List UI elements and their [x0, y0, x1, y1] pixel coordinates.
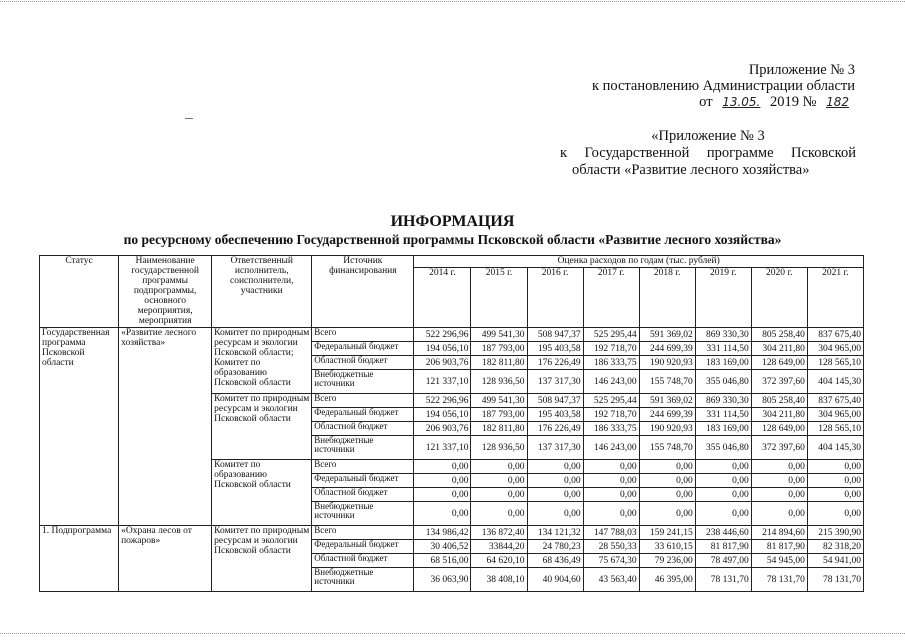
value-cell: 128 936,50: [471, 370, 527, 394]
value-cell: 0,00: [639, 460, 695, 474]
executor-cell: Комитет по природным ресурсам и экологии Псковской области; Комитет по образованию Псковской области: [212, 328, 312, 394]
header-year: 2019 г.: [695, 268, 751, 328]
value-cell: 499 541,30: [471, 328, 527, 342]
value-cell: 805 258,40: [751, 328, 807, 342]
value-cell: 355 046,80: [695, 436, 751, 460]
value-cell: 304 965,00: [807, 408, 863, 422]
value-cell: 136 872,40: [471, 526, 527, 540]
value-cell: 128 649,00: [751, 422, 807, 436]
value-cell: 0,00: [695, 502, 751, 526]
value-cell: 54 941,00: [807, 554, 863, 568]
value-cell: 82 318,20: [807, 540, 863, 554]
value-cell: 176 226,49: [527, 356, 583, 370]
value-cell: 28 550,33: [583, 540, 639, 554]
value-cell: 499 541,30: [471, 394, 527, 408]
header-year: 2018 г.: [639, 268, 695, 328]
value-cell: 78 131,70: [751, 568, 807, 592]
header-year: 2020 г.: [751, 268, 807, 328]
header-executor: Ответственный исполнитель, соисполнители, участники: [212, 256, 312, 328]
value-cell: 0,00: [527, 502, 583, 526]
executor-cell: Комитет по природным ресурсам и экологии Псковской области: [212, 394, 312, 460]
funding-source-cell: Всего: [312, 328, 414, 342]
value-cell: 0,00: [751, 488, 807, 502]
value-cell: 78 131,70: [695, 568, 751, 592]
value-cell: 0,00: [751, 474, 807, 488]
value-cell: 33844,20: [471, 540, 527, 554]
value-cell: 146 243,00: [583, 370, 639, 394]
value-cell: 805 258,40: [751, 394, 807, 408]
funding-source-cell: Областной бюджет: [312, 422, 414, 436]
value-cell: 186 333,75: [583, 422, 639, 436]
funding-source-cell: Областной бюджет: [312, 488, 414, 502]
header-year: 2017 г.: [583, 268, 639, 328]
header-year: 2015 г.: [471, 268, 527, 328]
value-cell: 134 121,32: [527, 526, 583, 540]
value-cell: 79 236,00: [639, 554, 695, 568]
value-cell: 404 145,30: [807, 370, 863, 394]
funding-source-cell: Федеральный бюджет: [312, 342, 414, 356]
bottom-scan-edge: [0, 633, 905, 634]
value-cell: 68 436,49: [527, 554, 583, 568]
status-cell: 1. Подпрограмма: [40, 526, 119, 592]
value-cell: 0,00: [414, 474, 471, 488]
value-cell: 30 406,52: [414, 540, 471, 554]
funding-source-cell: Внебюджетные источники: [312, 568, 414, 592]
value-cell: 304 211,80: [751, 342, 807, 356]
value-cell: 128 565,10: [807, 422, 863, 436]
value-cell: 0,00: [471, 474, 527, 488]
value-cell: 244 699,39: [639, 342, 695, 356]
value-cell: 0,00: [583, 474, 639, 488]
value-cell: 0,00: [807, 460, 863, 474]
table-body: [40, 328, 864, 592]
funding-source-cell: Областной бюджет: [312, 356, 414, 370]
appendix-line-2: к постановлению Администрации области: [591, 78, 855, 94]
document-title: ИНФОРМАЦИЯ: [390, 213, 515, 230]
value-cell: 46 395,00: [639, 568, 695, 592]
value-cell: 190 920,93: [639, 356, 695, 370]
value-cell: 244 699,39: [639, 408, 695, 422]
value-cell: 194 056,10: [414, 342, 471, 356]
value-cell: 187 793,00: [471, 408, 527, 422]
header-year: 2021 г.: [807, 268, 863, 328]
value-cell: 837 675,40: [807, 394, 863, 408]
value-cell: 0,00: [414, 502, 471, 526]
value-cell: 238 446,60: [695, 526, 751, 540]
value-cell: 0,00: [751, 502, 807, 526]
value-cell: 128 565,10: [807, 356, 863, 370]
executor-cell: Комитет по образованию Псковской области: [212, 460, 312, 526]
value-cell: 195 403,58: [527, 342, 583, 356]
value-cell: 137 317,30: [527, 370, 583, 394]
program-name-cell: «Развитие лесного хозяйства»: [119, 328, 212, 526]
year-number-label: 2019 №: [770, 94, 817, 110]
document-subtitle: по ресурсному обеспечению Государственной программы Псковской области «Развитие лесного хозяйства»: [123, 232, 782, 247]
value-cell: 182 811,80: [471, 356, 527, 370]
value-cell: 190 920,93: [639, 422, 695, 436]
value-cell: 68 516,00: [414, 554, 471, 568]
value-cell: 176 226,49: [527, 422, 583, 436]
value-cell: 214 894,60: [751, 526, 807, 540]
value-cell: 0,00: [695, 488, 751, 502]
value-cell: 36 063,90: [414, 568, 471, 592]
executor-cell: Комитет по природным ресурсам и экологии Псковской области: [212, 526, 312, 592]
appendix-ref-line-3: области «Развитие лесного хозяйства»: [572, 162, 810, 178]
value-cell: 0,00: [639, 474, 695, 488]
value-cell: 372 397,60: [751, 436, 807, 460]
value-cell: 0,00: [583, 488, 639, 502]
funding-source-cell: Всего: [312, 526, 414, 540]
value-cell: 372 397,60: [751, 370, 807, 394]
value-cell: 0,00: [751, 460, 807, 474]
value-cell: 508 947,37: [527, 328, 583, 342]
status-cell: Государственная программа Псковской области: [40, 328, 119, 526]
value-cell: 182 811,80: [471, 422, 527, 436]
funding-source-cell: Внебюджетные источники: [312, 436, 414, 460]
appendix-ref-line-1: «Приложение № 3: [651, 128, 765, 144]
value-cell: 869 330,30: [695, 328, 751, 342]
value-cell: 192 718,70: [583, 342, 639, 356]
value-cell: 331 114,50: [695, 408, 751, 422]
value-cell: 525 295,44: [583, 328, 639, 342]
value-cell: 0,00: [527, 488, 583, 502]
funding-source-cell: Федеральный бюджет: [312, 474, 414, 488]
value-cell: 0,00: [639, 488, 695, 502]
header-year: 2014 г.: [414, 268, 471, 328]
funding-source-cell: Внебюджетные источники: [312, 370, 414, 394]
value-cell: 78 497,00: [695, 554, 751, 568]
value-cell: 183 169,00: [695, 356, 751, 370]
value-cell: 81 817,90: [751, 540, 807, 554]
value-cell: 128 649,00: [751, 356, 807, 370]
value-cell: 0,00: [414, 488, 471, 502]
value-cell: 128 936,50: [471, 436, 527, 460]
value-cell: 81 817,90: [695, 540, 751, 554]
value-cell: 0,00: [527, 474, 583, 488]
value-cell: 837 675,40: [807, 328, 863, 342]
value-cell: 186 333,75: [583, 356, 639, 370]
value-cell: 0,00: [583, 502, 639, 526]
appendix-line-1: Приложение № 3: [748, 62, 855, 78]
value-cell: 121 337,10: [414, 370, 471, 394]
value-cell: 194 056,10: [414, 408, 471, 422]
value-cell: 0,00: [807, 502, 863, 526]
value-cell: 0,00: [471, 488, 527, 502]
value-cell: 43 563,40: [583, 568, 639, 592]
value-cell: 304 211,80: [751, 408, 807, 422]
appendix-reference: [560, 128, 856, 179]
value-cell: 33 610,15: [639, 540, 695, 554]
value-cell: 0,00: [807, 474, 863, 488]
resource-table: [39, 255, 864, 592]
funding-source-cell: Областной бюджет: [312, 554, 414, 568]
appendix-header: [560, 62, 855, 110]
value-cell: 206 903,76: [414, 422, 471, 436]
value-cell: 155 748,70: [639, 370, 695, 394]
value-cell: 195 403,58: [527, 408, 583, 422]
value-cell: 215 390,90: [807, 526, 863, 540]
appendix-ref-line-2: к Государственной программе Псковской: [560, 145, 856, 161]
value-cell: 192 718,70: [583, 408, 639, 422]
header-estimate: Оценка расходов по годам (тыс. рублей): [414, 256, 864, 268]
funding-source-cell: Федеральный бюджет: [312, 540, 414, 554]
value-cell: 0,00: [695, 460, 751, 474]
date-from-label: от: [699, 94, 713, 110]
value-cell: 183 169,00: [695, 422, 751, 436]
value-cell: 0,00: [807, 488, 863, 502]
value-cell: 54 945,00: [751, 554, 807, 568]
value-cell: 525 295,44: [583, 394, 639, 408]
value-cell: 0,00: [471, 502, 527, 526]
value-cell: 187 793,00: [471, 342, 527, 356]
value-cell: 404 145,30: [807, 436, 863, 460]
value-cell: 304 965,00: [807, 342, 863, 356]
value-cell: 159 241,15: [639, 526, 695, 540]
value-cell: 146 243,00: [583, 436, 639, 460]
value-cell: 869 330,30: [695, 394, 751, 408]
value-cell: 0,00: [639, 502, 695, 526]
value-cell: 591 369,02: [639, 394, 695, 408]
value-cell: 206 903,76: [414, 356, 471, 370]
value-cell: 137 317,30: [527, 436, 583, 460]
value-cell: 121 337,10: [414, 436, 471, 460]
table-row: [40, 328, 864, 342]
value-cell: 591 369,02: [639, 328, 695, 342]
stray-mark: [185, 118, 193, 119]
handwritten-number: 182: [826, 95, 849, 109]
header-year: 2016 г.: [527, 268, 583, 328]
value-cell: 508 947,37: [527, 394, 583, 408]
value-cell: 147 788,03: [583, 526, 639, 540]
appendix-date-row: [560, 94, 855, 110]
value-cell: 355 046,80: [695, 370, 751, 394]
value-cell: 78 131,70: [807, 568, 863, 592]
header-name: Наименование государственной программы подпрограммы, основного мероприятия, мероприятия: [119, 256, 212, 328]
value-cell: 331 114,50: [695, 342, 751, 356]
value-cell: 75 674,30: [583, 554, 639, 568]
funding-source-cell: Федеральный бюджет: [312, 408, 414, 422]
funding-source-cell: Внебюджетные источники: [312, 502, 414, 526]
table-row: [40, 526, 864, 540]
value-cell: 40 904,60: [527, 568, 583, 592]
value-cell: 0,00: [583, 460, 639, 474]
value-cell: 0,00: [471, 460, 527, 474]
funding-source-cell: Всего: [312, 394, 414, 408]
value-cell: 522 296,96: [414, 328, 471, 342]
value-cell: 134 986,42: [414, 526, 471, 540]
value-cell: 0,00: [695, 474, 751, 488]
header-status: Статус: [40, 256, 119, 328]
value-cell: 155 748,70: [639, 436, 695, 460]
value-cell: 0,00: [414, 460, 471, 474]
program-name-cell: «Охрана лесов от пожаров»: [119, 526, 212, 592]
value-cell: 24 780,23: [527, 540, 583, 554]
funding-source-cell: Всего: [312, 460, 414, 474]
value-cell: 64 620,10: [471, 554, 527, 568]
top-scan-edge: [0, 1, 905, 2]
value-cell: 38 408,10: [471, 568, 527, 592]
handwritten-date: 13.05.: [722, 95, 761, 109]
value-cell: 522 296,96: [414, 394, 471, 408]
header-source: Источник финансирования: [312, 256, 414, 328]
value-cell: 0,00: [527, 460, 583, 474]
